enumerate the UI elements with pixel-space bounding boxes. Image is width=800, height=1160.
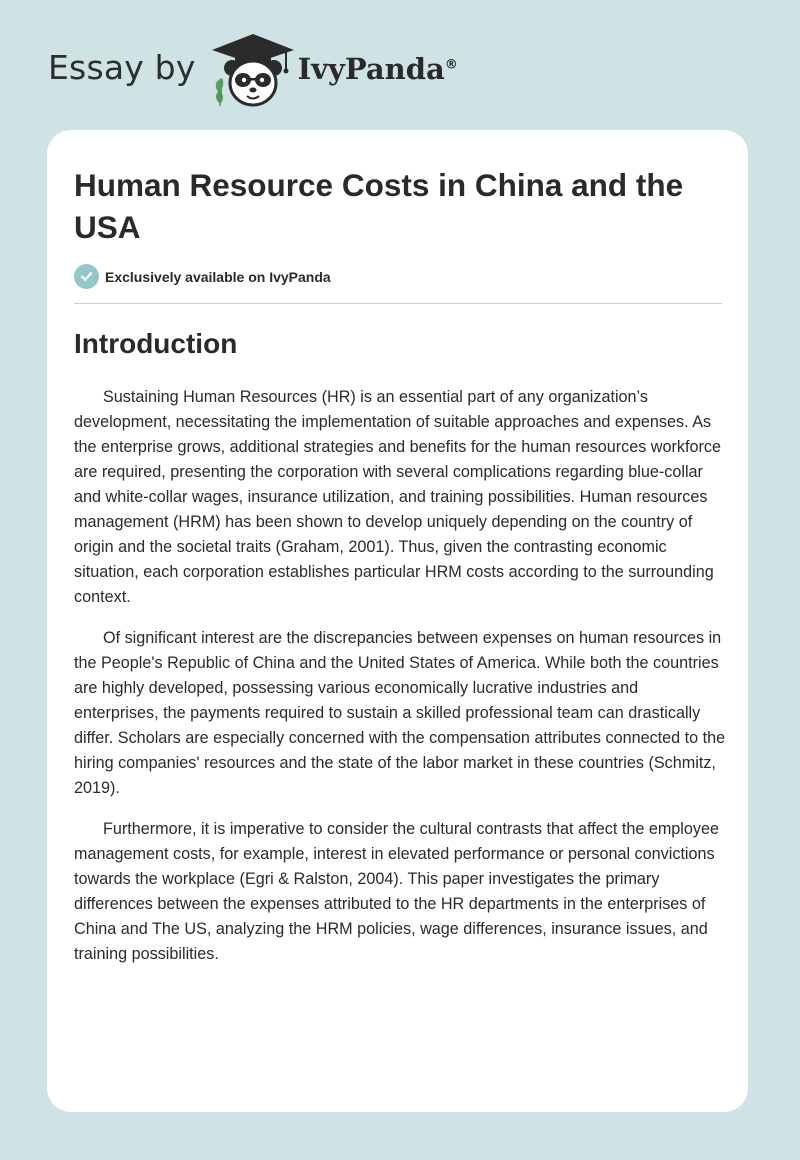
site-header [48, 30, 458, 110]
essay-by-label: Essay by [48, 47, 196, 87]
exclusive-badge-label: Exclusively available on IvyPanda [105, 268, 331, 285]
divider [74, 303, 722, 304]
essay-body [74, 385, 726, 983]
check-circle-icon [74, 264, 99, 289]
registered-mark: ® [444, 57, 458, 73]
exclusive-badge [74, 264, 331, 289]
paragraph: Of significant interest are the discrepancies between expenses on human resources in the People's Republic of China and the United States of America. While both the countries are highly developed, possessing various economically lucrative industries and enterprises, the payments required to sustain a skilled professional team can drastically differ. Scholars are especially concerned with the compensation attributes connected to the hiring companies' resources and the state of the labor market in these countries (Schmitz, 2019). [74, 629, 726, 797]
essay-title: Human Resource Costs in China and the USA [74, 167, 684, 245]
brand-name[interactable]: IvyPanda® [297, 52, 458, 86]
essay-card [47, 130, 748, 1112]
panda-graduate-logo-icon[interactable] [210, 30, 296, 110]
paragraph: Sustaining Human Resources (HR) is an essential part of any organization’s development, necessitating the implementation of suitable approaches and expenses. As the enterprise grows, additional strategies and benefits for the human resources workforce are required, presenting the corporation with several complications regarding blue-collar and white-collar wages, insurance utilization, and training possibilities. Human resources management (HRM) has been shown to develop uniquely depending on the country of origin and the societal traits (Graham, 2001). Thus, given the contrasting economic situation, each corporation establishes particular HRM costs according to the surrounding context. [74, 388, 721, 606]
section-heading: Introduction [74, 328, 238, 359]
paragraph: Furthermore, it is imperative to consider the cultural contrasts that affect the employee management costs, for example, interest in elevated performance or personal convictions towards the workplace (Egri & Ralston, 2004). This paper investigates the primary differences between the expenses attributed to the HR departments in the enterprises of China and The US, analyzing the HRM policies, wage differences, insurance issues, and training possibilities. [74, 820, 720, 963]
